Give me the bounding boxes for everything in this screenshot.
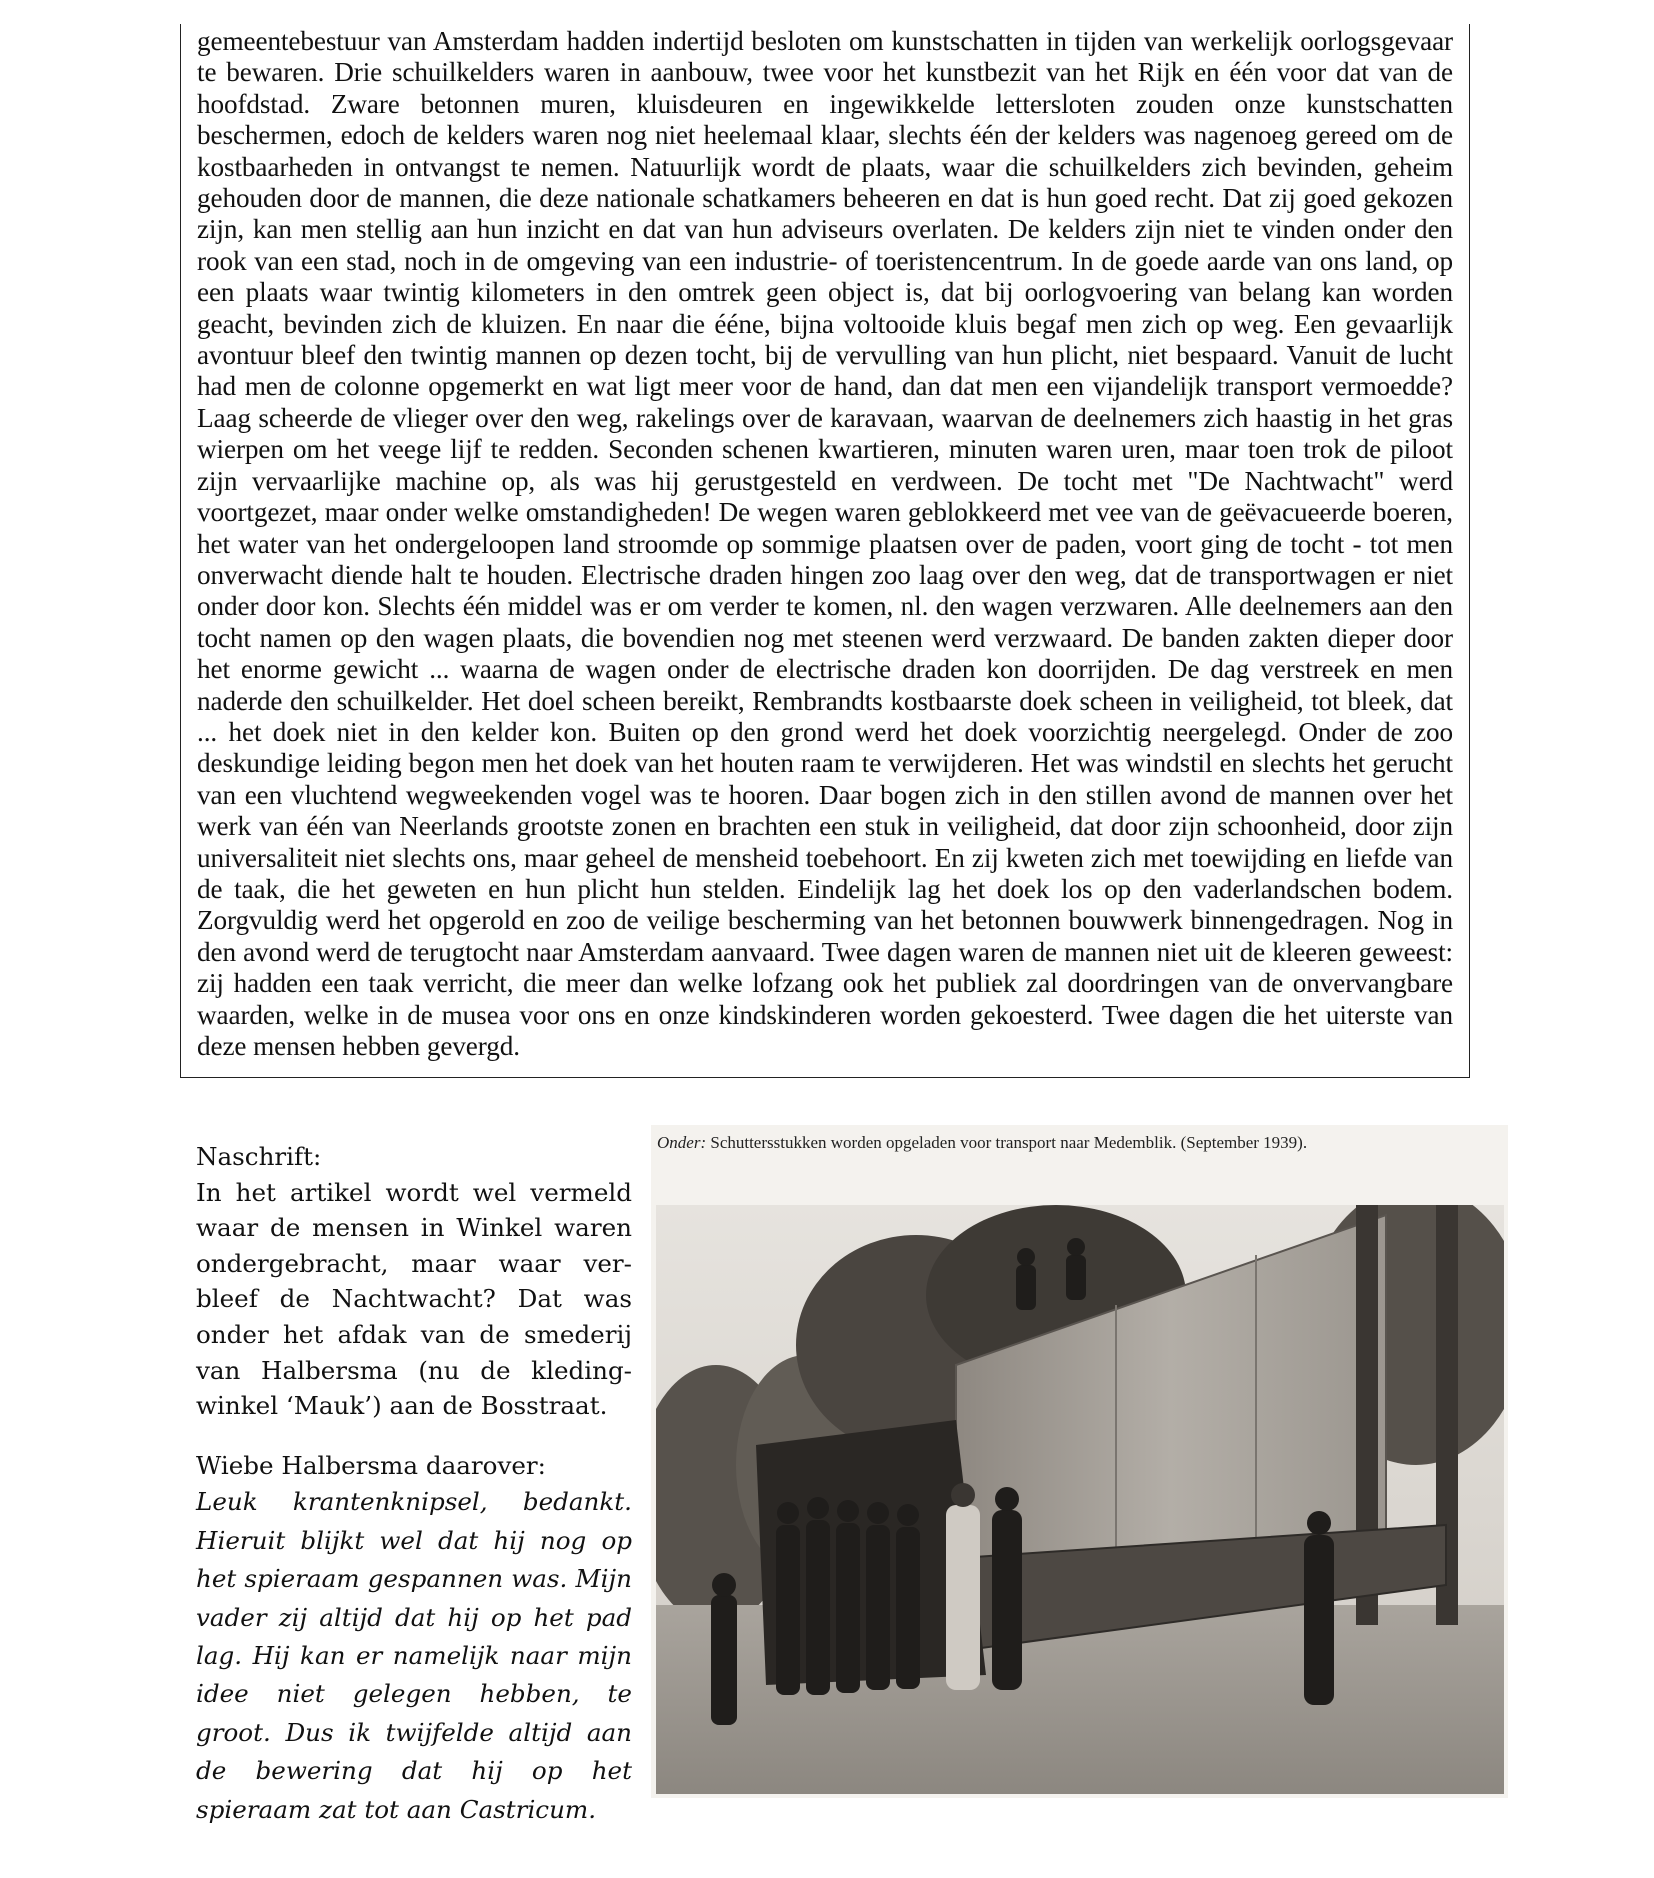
- photo-caption: [657, 1133, 1307, 1153]
- spacer: [196, 1424, 632, 1448]
- quote-text: Leuk krantenknipsel, bedankt. Hieruit blijkt wel dat hij nog op het spieraam gespannen was. Mijn vader zij altijd dat hij op het pad lag. Hij kan er namelijk naar mijn idee niet gelegen hebben, te groot. Dus ik twijfelde altijd aan de bewering dat hij op het spieraam zat tot aan Castricum.: [196, 1487, 632, 1824]
- naschrift-body: In het artikel wordt wel vermeld waar de mensen in Winkel waren ondergebracht, maar waar ver-bleef de Nachtwacht? Dat was onder het afdak van de smederij van Halbersma (nu de kleding-winkel ‘Mauk’) aan de Bosstraat.: [196, 1177, 632, 1421]
- article-text: gemeentebestuur van Amsterdam hadden indertijd besloten om kunstschatten in tijden van werkelijk oorlogsgevaar te bewaren. Drie schuilkelders waren in aanbouw, twee voor het kunstbezit van het Rijk en één voor dat van de hoofdstad. Zware betonnen muren, kluisdeuren en ingewikkelde lettersloten zouden onze kunstschatten beschermen, edoch de kelders waren nog niet heelemaal klaar, slechts één der kelders was nagenoeg gereed om de kostbaarheden in ontvangst te nemen. Natuurlijk wordt de plaats, waar die schuilkelders zich bevinden, geheim gehouden door de mannen, die deze nationale schatkamers beheeren en dat is hun goed recht. Dat zij goed gekozen zijn, kan men stellig aan hun inzicht en dat van hun adviseurs overlaten. De kelders zijn niet te vinden onder den rook van een stad, noch in de omgeving van een industrie- of toeristencentrum. In de goede aarde van ons land, op een plaats waar twintig kilometers in den omtrek geen object is, dat bij oorlogvoering van belang kan worden geacht, bevinden zich de kluizen. En naar die ééne, bijna voltooide kluis begaf men zich op weg. Een gevaarlijk avontuur bleef den twintig mannen op dezen tocht, bij de vervulling van hun plicht, niet bespaard. Vanuit de lucht had men de colonne opgemerkt en wat ligt meer voor de hand, dan dat men een vijandelijk transport vermoedde? Laag scheerde de vlieger over den weg, rakelings over de karavaan, waarvan de deelnemers zich haastig in het gras wierpen om het veege lijf te redden. Seconden schenen kwartieren, minuten waren uren, maar toen trok de piloot zijn vervaarlijke machine op, als was hij gerustgesteld en verdween. De tocht met "De Nachtwacht" werd voortgezet, maar onder welke omstandigheden! De wegen waren geblokkeerd met vee van de geëvacueerde boeren, het water van het ondergeloopen land stroomde op sommige plaatsen over de paden, voort ging de tocht - tot men onverwacht diende halt te houden. Electrische draden hingen zoo laag over den weg, dat de transportwagen er niet onder door kon. Slechts één middel was er om verder te komen, nl. den wagen verzwaren. Alle deelnemers aan den tocht namen op den wagen plaats, die bovendien nog met steenen werd verzwaard. De banden zakten dieper door het enorme gewicht ... waarna de wagen onder de electrische draden kon doorrijden. De dag verstreek en men naderde den schuilkelder. Het doel scheen bereikt, Rembrandts kostbaarste doek scheen in veiligheid, tot bleek, dat ... het doek niet in den kelder kon. Buiten op den grond werd het doek voorzichtig neergelegd. Onder de zoo deskundige leiding begon men het doek van het houten raam te verwijderen. Het was windstil en slechts het gerucht van een vluchtend wegweekenden vogel was te hooren. Daar bogen zich in den stillen avond de mannen over het werk van één van Neerlands grootste zonen en brachten een stuk in veiligheid, dat door zijn schoonheid, door zijn universaliteit niet slechts ons, maar geheel de mensheid toebehoort. En zij kweten zich met toewijding en liefde van de taak, die het geweten en hun plicht hun stelden. Eindelijk lag het doek los op den vaderlandschen bodem. Zorgvuldig werd het opgerold en zoo de veilige bescherming van het betonnen bouwwerk binnengedragen. Nog in den avond werd de terugtocht naar Amsterdam aanvaard. Twee dagen waren de mannen niet uit de kleeren geweest: zij hadden een taak verricht, die meer dan welke lofzang ook het publiek zal doordringen van de onvervangbare waarden, welke in de musea voor ons en onze kindskinderen worden gekoesterd. Twee dagen die het uiterste van deze mensen hebben gevergd.: [197, 26, 1453, 1061]
- quote-intro: Wiebe Halbersma daarover:: [196, 1450, 546, 1480]
- naschrift-heading: Naschrift:: [196, 1142, 322, 1171]
- article-box: [180, 24, 1470, 1078]
- photo-caption-lead: Onder:: [657, 1133, 707, 1152]
- photo-clipping: [651, 1125, 1508, 1798]
- naschrift-section: [196, 1139, 632, 1829]
- photo-caption-text: Schuttersstukken worden opgeladen voor transport naar Medemblik. (September 1939).: [710, 1133, 1308, 1152]
- historical-photo: [656, 1205, 1504, 1794]
